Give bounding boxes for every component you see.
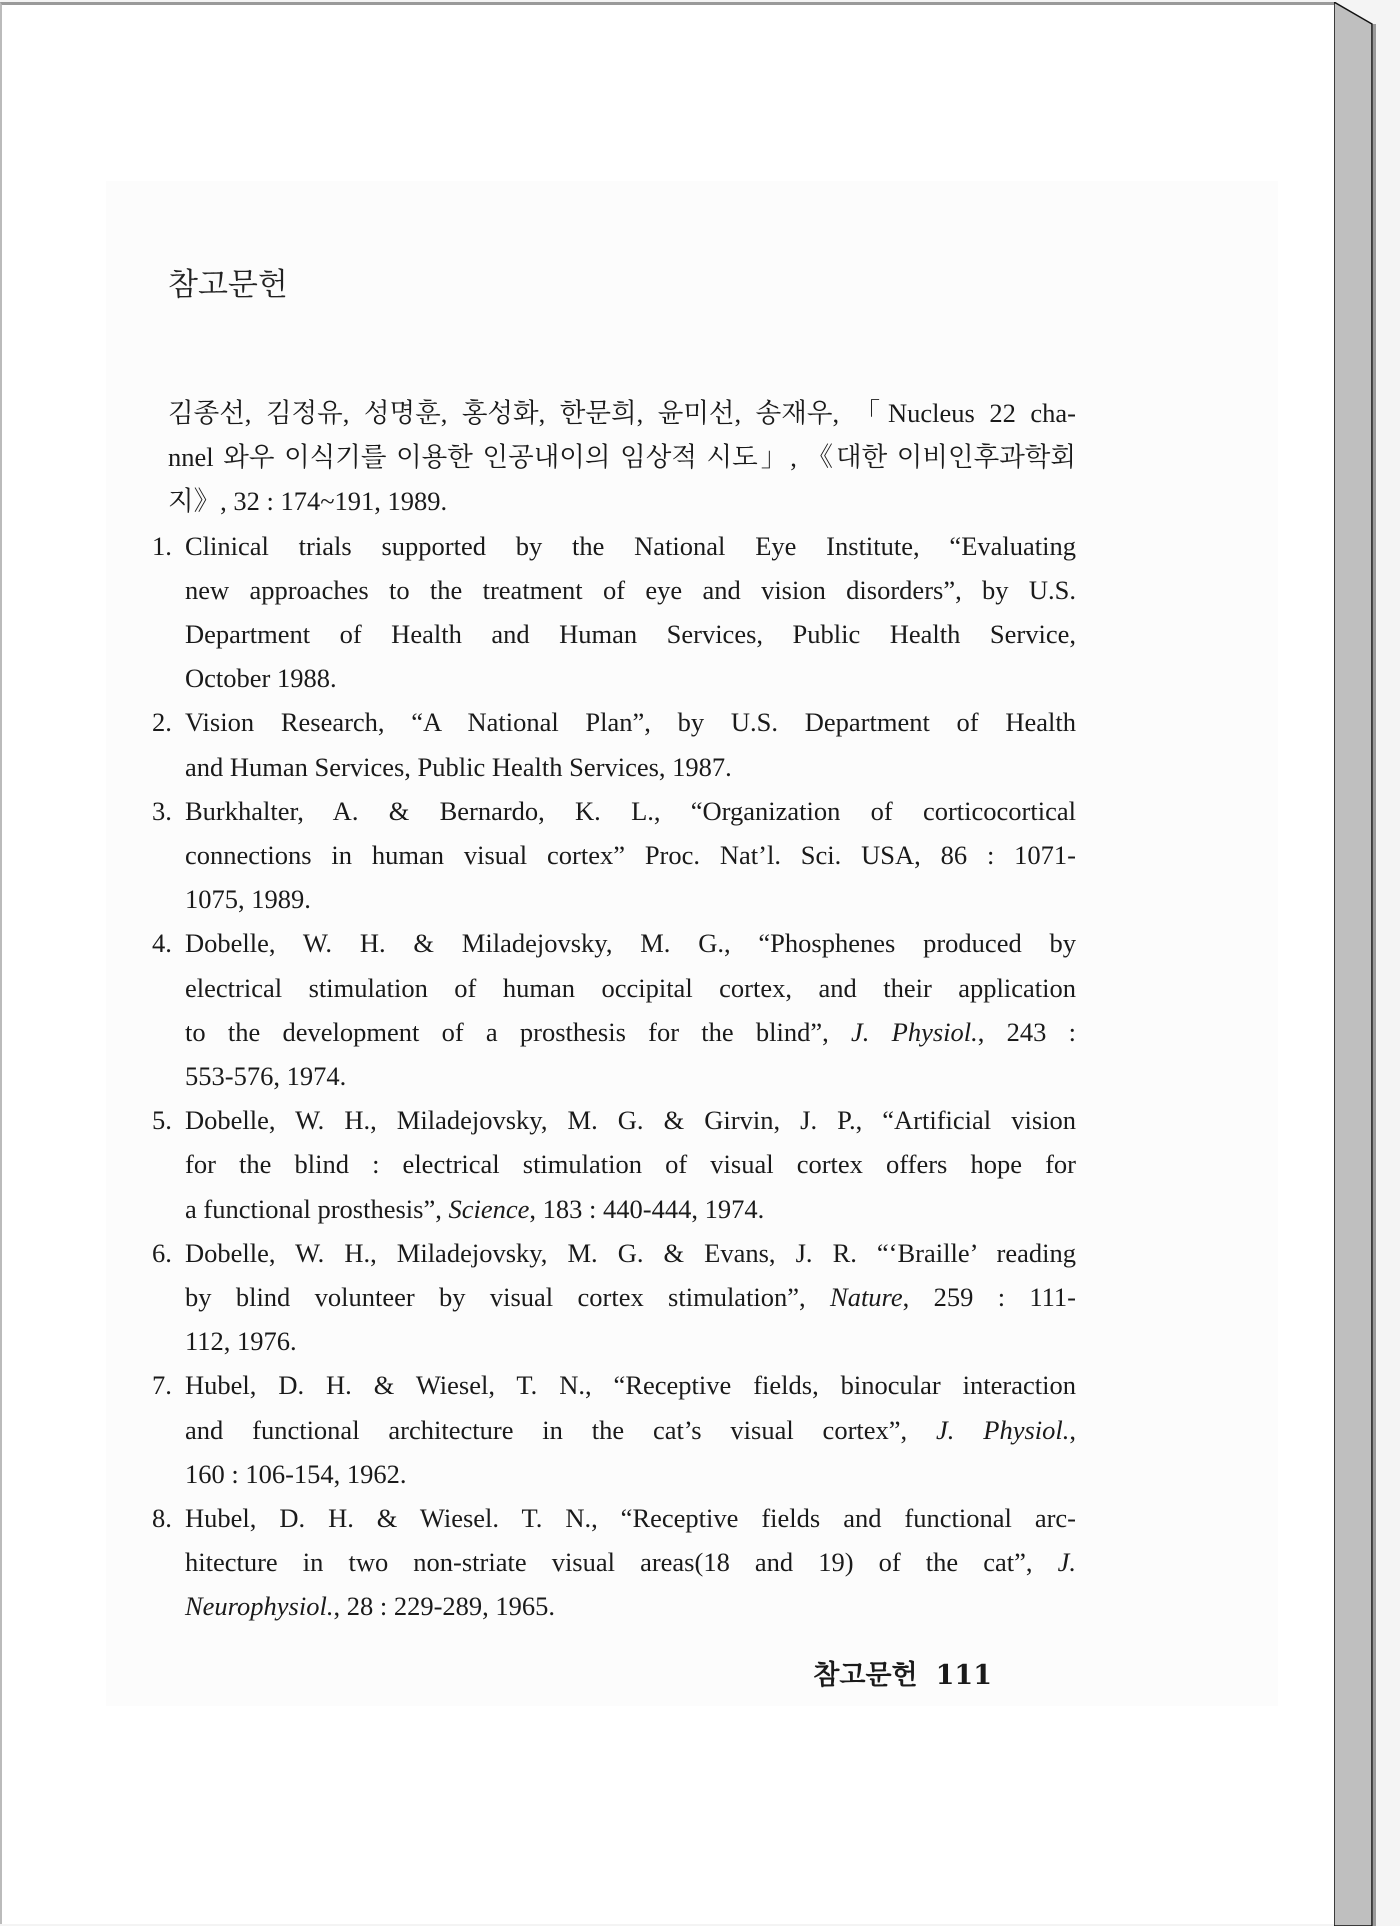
korean-reference-line <box>168 391 1076 435</box>
reference-text: Burkhalter, A. & Bernardo, K. L., “Organization of corticocortical <box>185 795 1076 826</box>
reference-text: Clinical trials supported by the National Eye Institute, “Evaluating <box>185 530 1076 561</box>
reference-text: by blind volunteer by visual cortex stimulation”, <box>185 1282 831 1312</box>
page-footer <box>813 1653 992 1692</box>
reference-1-line <box>152 524 1076 568</box>
reference-number: 3. <box>152 795 172 826</box>
reference-4-line <box>152 921 1076 965</box>
reference-5-line <box>185 1187 1076 1231</box>
reference-text: , 259 : 111- <box>902 1282 1076 1312</box>
journal-name: J. Physiol. <box>851 1016 978 1047</box>
reference-number: 7. <box>152 1370 172 1401</box>
reference-number: 2. <box>152 707 172 738</box>
korean-reference-line <box>168 479 1076 523</box>
reference-text: electrical stimulation of human occipital cortex, and their application <box>185 972 1076 1003</box>
journal-name: J. <box>1057 1547 1076 1578</box>
reference-6-line <box>185 1275 1076 1319</box>
reference-text: Dobelle, W. H., Miladejovsky, M. G. & Girvin, J. P., “Artificial vision <box>185 1105 1076 1136</box>
reference-text: connections in human visual cortex” Proc. Nat’l. Sci. USA, 86 : 1071- <box>185 840 1076 870</box>
reference-2-line <box>152 700 1076 744</box>
reference-text: and functional architecture in the cat’s visual cortex”, <box>185 1414 937 1445</box>
reference-8-line <box>185 1540 1076 1584</box>
reference-text: for the blind : electrical stimulation of visual cortex offers hope for <box>185 1149 1076 1180</box>
reference-2-line <box>185 745 1076 789</box>
journal-name: Science <box>448 1193 530 1224</box>
page-title: 참고문헌 <box>168 267 288 303</box>
reference-number: 4. <box>152 928 172 959</box>
reference-3-line <box>185 833 1076 877</box>
reference-text: nnel 와우 이식기를 이용한 인공내이의 임상적 시도」, 《대한 이비인후과학회 <box>168 442 1076 473</box>
reference-text: Dobelle, W. H., Miladejovsky, M. G. & Evans, J. R. “‘Braille’ reading <box>185 1237 1076 1268</box>
reference-8-line <box>152 1496 1076 1540</box>
journal-name: J. Physiol. <box>936 1414 1070 1445</box>
reference-number: 5. <box>152 1105 172 1136</box>
reference-8-line <box>185 1584 1076 1628</box>
reference-text: 지》, 32 : 174~191, 1989. <box>168 486 448 517</box>
reference-3-line <box>152 789 1076 833</box>
reference-text: , 243 : <box>977 1016 1076 1047</box>
document-page <box>0 2 1334 1924</box>
reference-text: 553-576, 1974. <box>185 1061 347 1091</box>
reference-4-line <box>185 1010 1076 1054</box>
reference-text: Dobelle, W. H. & Miladejovsky, M. G., “Phosphenes produced by <box>185 928 1076 959</box>
reference-text: Department of Health and Human Services, Public Health Service, <box>185 619 1076 649</box>
reference-text: 112, 1976. <box>185 1326 297 1357</box>
reference-text: and Human Services, Public Health Services, 1987. <box>185 751 732 782</box>
reference-5-line <box>152 1098 1076 1142</box>
reference-4-line <box>185 966 1076 1010</box>
reference-number: 1. <box>152 530 172 561</box>
reference-text: 1075, 1989. <box>185 884 311 915</box>
reference-text: October 1988. <box>185 663 337 694</box>
reference-text: , <box>1069 1414 1076 1445</box>
page-curl-edge <box>1334 2 1376 1926</box>
reference-1-line <box>185 568 1076 612</box>
reference-6-line <box>152 1231 1076 1275</box>
reference-4-line <box>185 1054 1076 1098</box>
reference-number: 6. <box>152 1237 172 1268</box>
reference-7-line <box>152 1363 1076 1407</box>
reference-7-line <box>185 1408 1076 1452</box>
page-number: 111 <box>935 1660 992 1691</box>
journal-name: Neurophysiol. <box>185 1591 334 1622</box>
reference-text: new approaches to the treatment of eye and vision disorders”, by U.S. <box>185 574 1076 605</box>
reference-6-line <box>185 1319 1076 1363</box>
reference-text: , 183 : 440-444, 1974. <box>529 1193 765 1224</box>
reference-7-line <box>185 1452 1076 1496</box>
reference-text: hitecture in two non-striate visual areas(18 and 19) of the cat”, <box>185 1547 1058 1578</box>
reference-number: 8. <box>152 1503 172 1533</box>
footer-section: 참고문헌 <box>813 1660 918 1691</box>
reference-1-line <box>185 656 1076 700</box>
reference-5-line <box>185 1142 1076 1186</box>
reference-text: Hubel, D. H. & Wiesel, T. N., “Receptive fields, binocular interaction <box>185 1370 1076 1401</box>
reference-text: 160 : 106-154, 1962. <box>185 1458 407 1489</box>
reference-text: 김종선, 김정유, 성명훈, 홍성화, 한문희, 윤미선, 송재우, 「Nucleus 22 cha- <box>168 398 1076 428</box>
reference-3-line <box>185 877 1076 921</box>
journal-name: Nature <box>830 1282 903 1312</box>
reference-text: Vision Research, “A National Plan”, by U.S. Department of Health <box>185 707 1076 738</box>
reference-text: to the development of a prosthesis for the blind”, <box>185 1016 852 1047</box>
korean-reference-line <box>168 435 1076 479</box>
reference-1-line <box>185 612 1076 656</box>
reference-text: a functional prosthesis”, <box>185 1193 449 1224</box>
reference-text: Hubel, D. H. & Wiesel. T. N., “Receptive fields and functional arc- <box>185 1503 1076 1533</box>
reference-text: , 28 : 229-289, 1965. <box>333 1591 556 1622</box>
